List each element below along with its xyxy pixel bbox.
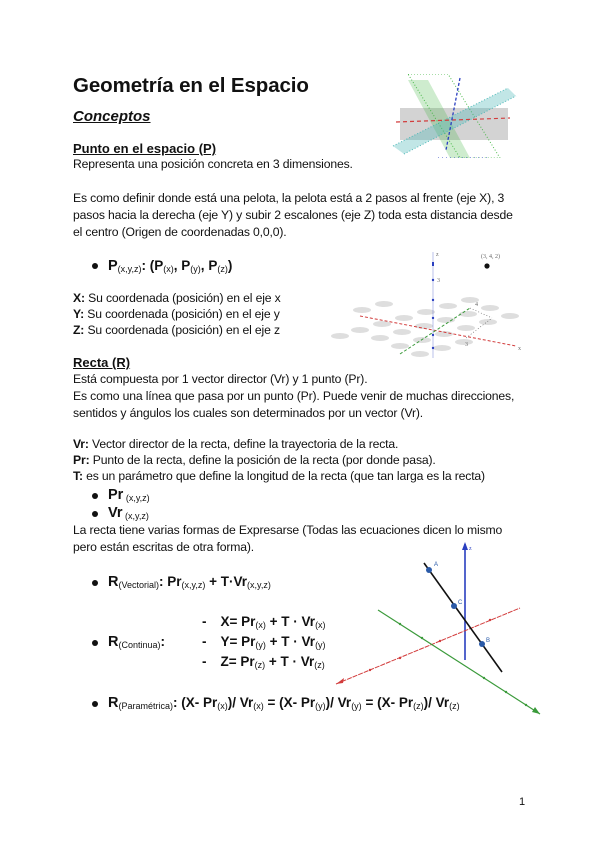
- eq-sub: (y): [351, 701, 362, 711]
- formula-p-sub: (x,y,z): [117, 264, 142, 274]
- eq-lhs: Z= Pr: [220, 654, 255, 669]
- eq-sub: (x): [217, 701, 228, 711]
- continua-row-y: [202, 633, 326, 651]
- page-title: Geometría en el Espacio: [73, 74, 309, 97]
- tick-label: 4: [475, 302, 478, 308]
- eq-sub: (z): [314, 660, 325, 670]
- eq-mid: + T · Vr: [265, 634, 316, 649]
- page-number: 1: [519, 796, 526, 808]
- eq-pr: Pr: [167, 574, 182, 589]
- definition-text: es un parámetro que define la longitud de la recta (que tan larga es la recta): [82, 469, 485, 483]
- bullet-icon: [92, 493, 98, 499]
- formula-pz-sub: (z): [217, 264, 228, 274]
- definition-key: Z:: [73, 323, 85, 337]
- point-3d-figure: [320, 250, 530, 360]
- definition-key: Y:: [73, 307, 84, 321]
- eq-sub: (y): [315, 701, 326, 711]
- formula-pz: P: [208, 258, 218, 273]
- definition-text: Su coordenada (posición) en el eje z: [84, 323, 280, 337]
- forms-intro-line-2: pero están escritas de otra forma).: [73, 540, 255, 554]
- punto-analogy-line-1: Es como definir donde está una pelota, la pelota está a 2 pasos al frente (eje X), 3: [73, 191, 505, 205]
- definition-text: Punto de la recta, define la posición de la recta (por donde pasa).: [89, 453, 436, 467]
- eq-colon: :: [159, 574, 168, 589]
- equation-vectorial: [108, 573, 271, 591]
- axis-z-label: z: [469, 546, 472, 552]
- eq-sub: (y): [255, 640, 266, 650]
- dash: -: [202, 614, 207, 629]
- forms-intro-line-1: La recta tiene varias formas de Expresarse (Todas las ecuaciones dicen lo mismo: [73, 523, 503, 537]
- axis-z-label: z: [436, 252, 439, 258]
- definition-pr: [73, 452, 543, 469]
- formula-close: ): [227, 258, 233, 273]
- eq-sub: (x): [253, 701, 264, 711]
- eq-label-sub: (Paramétrica): [118, 701, 173, 711]
- definition-key: Vr:: [73, 437, 89, 451]
- component-main: Vr: [108, 505, 123, 521]
- eq-sub: (x): [315, 620, 326, 630]
- tick-label: 3: [465, 342, 468, 348]
- dash: -: [202, 654, 207, 669]
- eq-mid: + T · Vr: [265, 654, 315, 669]
- eq-label: R: [108, 574, 119, 590]
- eq-sub: (y): [315, 640, 326, 650]
- line-3d-figure: [330, 542, 560, 722]
- definition-t: [73, 468, 543, 485]
- bullet-icon: [92, 511, 98, 517]
- continua-row-x: [202, 613, 326, 631]
- recta-line-1: Está compuesta por 1 vector director (Vr) y 1 punto (Pr).: [73, 372, 368, 386]
- eq-vr-sub: (x,y,z): [246, 580, 271, 590]
- punto-analogy-line-2: pasos hacia la derecha (eje Y) y subir 2 escalones (eje Z) toda esta distancia desde: [73, 208, 513, 222]
- eq-term: = (X- Pr: [361, 695, 414, 710]
- component-sub: (x,y,z): [122, 511, 149, 521]
- definition-key: T:: [73, 469, 83, 483]
- section-heading-punto: Punto en el espacio (P): [73, 141, 217, 156]
- recta-line-3: sentidos y ángulos los cuales son determinados por un vector (Vr).: [73, 406, 424, 420]
- punto-intro: Representa una posición concreta en 3 dimensiones.: [73, 157, 353, 171]
- eq-sub: (x): [255, 620, 266, 630]
- bullet-icon: [92, 263, 98, 269]
- continua-row-z: [202, 653, 325, 671]
- eq-term: )/ Vr: [325, 695, 352, 710]
- bullet-icon: [92, 640, 98, 646]
- eq-lhs: Y= Pr: [220, 634, 256, 649]
- eq-sub: (z): [254, 660, 266, 670]
- definition-vr: [73, 436, 543, 453]
- section-subtitle: Conceptos: [73, 108, 151, 125]
- definition-key: Pr:: [73, 453, 90, 467]
- eq-term: )/ Vr: [227, 695, 254, 710]
- eq-label-sub: (Vectorial): [118, 580, 159, 590]
- recta-line-2: Es como una línea que pasa por un punto (Pr). Puede venir de muchas direcciones,: [73, 389, 515, 403]
- tick-label: 3: [437, 278, 440, 284]
- formula-px-sub: (x): [163, 264, 174, 274]
- component-pr: [108, 486, 150, 504]
- eq-sub: (z): [413, 701, 424, 711]
- formula-py: P: [181, 258, 191, 273]
- eq-term: = (X- Pr: [263, 695, 316, 710]
- eq-mid: + T · Vr: [265, 614, 316, 629]
- definition-text: Su coordenada (posición) en el eje x: [84, 291, 281, 305]
- eq-label-sub: (Continua): [118, 640, 161, 650]
- eq-pr-sub: (x,y,z): [181, 580, 206, 590]
- component-sub: (x,y,z): [123, 493, 150, 503]
- definition-text: Su coordenada (posición) en el eje y: [83, 307, 280, 321]
- eq-colon: :: [160, 634, 166, 649]
- intersecting-planes-figure: [388, 74, 518, 158]
- axis-x-label: x: [518, 346, 521, 352]
- formula-sep: : (: [141, 258, 155, 273]
- bullet-icon: [92, 701, 98, 707]
- definition-key: X:: [73, 291, 85, 305]
- dash: -: [202, 634, 207, 649]
- equation-continua-label: [108, 633, 165, 651]
- point-label: (3, 4, 2): [481, 254, 500, 260]
- formula-px: P: [154, 258, 164, 273]
- eq-lhs: X= Pr: [220, 614, 256, 629]
- eq-term: )/ Vr: [423, 695, 450, 710]
- point-b-label: B: [486, 638, 491, 644]
- eq-sub: (z): [449, 701, 460, 711]
- eq-label: R: [108, 634, 119, 650]
- formula-py-sub: (y): [190, 264, 201, 274]
- bullet-icon: [92, 580, 98, 586]
- point-c-label: C: [458, 600, 463, 606]
- eq-label: R: [108, 695, 119, 711]
- definition-text: Vector director de la recta, define la trayectoria de la recta.: [88, 437, 399, 451]
- point-formula: $P_{(x,y,z)}$: ($P_{(x)}$, $P_{(y)}$, $P_{(z)}$): [108, 258, 233, 274]
- point-a-label: A: [434, 562, 439, 568]
- component-vr: [108, 504, 149, 522]
- component-main: Pr: [108, 487, 124, 503]
- eq-term: + T·Vr: [205, 574, 247, 589]
- eq-term: : (X- Pr: [173, 695, 218, 710]
- formula-p: P: [108, 258, 118, 274]
- punto-analogy-line-3: el centro (Origen de coordenadas 0,0,0).: [73, 225, 287, 239]
- section-heading-recta: Recta (R): [73, 355, 131, 370]
